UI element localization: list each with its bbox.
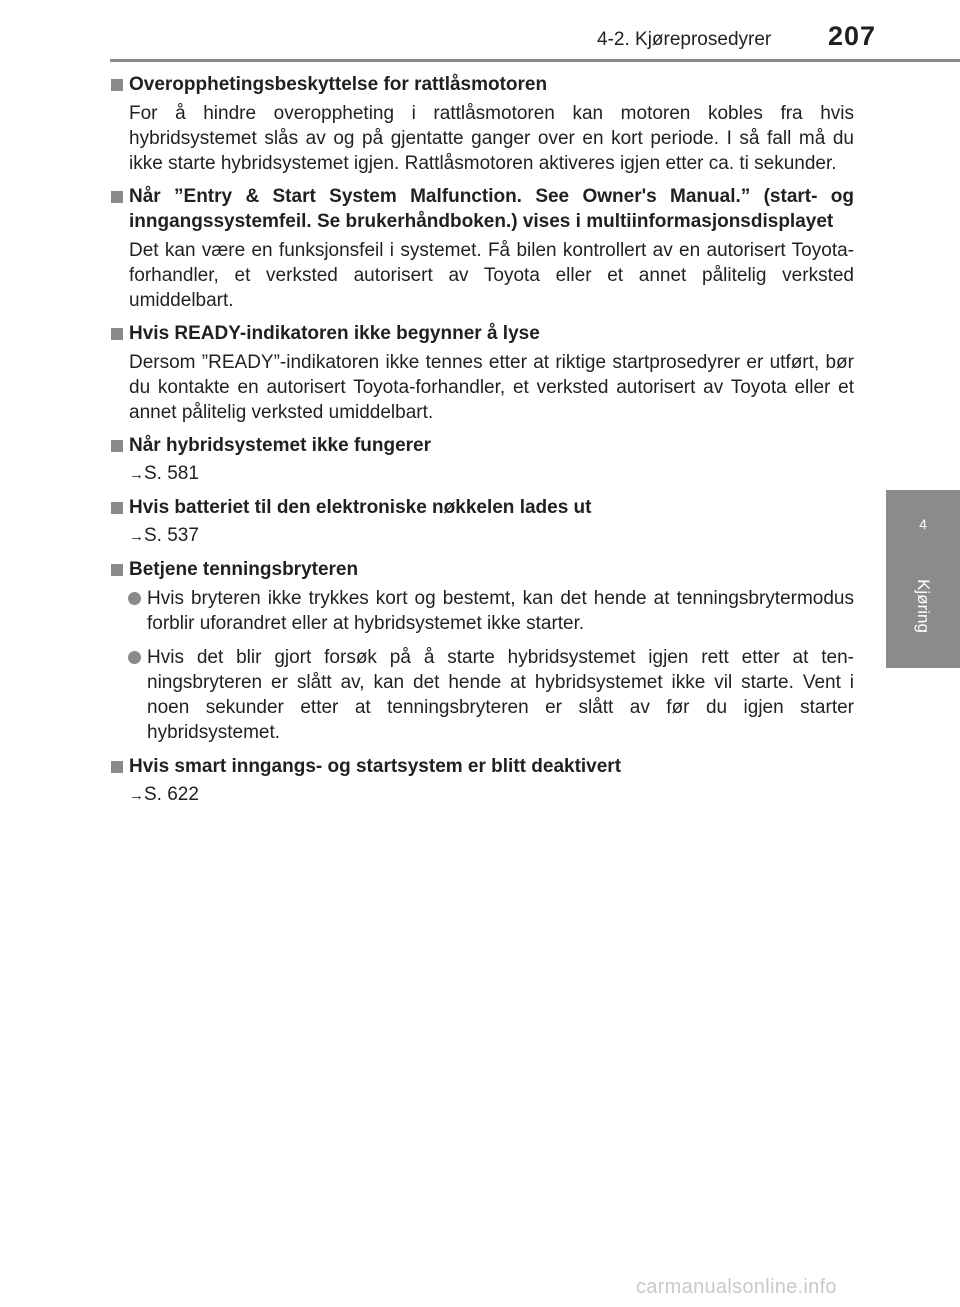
round-bullet-icon [128,592,141,605]
page-reference[interactable]: →S. 581 [129,463,199,484]
header-rule [110,59,960,62]
arrow-right-icon: → [129,466,144,483]
page-reference[interactable]: →S. 537 [129,525,199,546]
section-heading: Betjene tenningsbryteren [110,557,854,582]
page-reference[interactable]: →S. 622 [129,784,199,805]
arrow-right-icon: → [129,528,144,545]
list-item: Hvis det blir gjort forsøk på å starte hybridsystemet igjen rett etter at tenningsbryteren er slått av, kan det hende at hybridsystemet ikke vil starte. Vent i noen sekunder etter at tenningsbryteren er slått av før du igjen starter hybridsystemet. [110,645,854,745]
section-body: Dersom ”READY”-indikatoren ikke tennes etter at riktige startprosedyrer er utført, bør du kontakte en autorisert Toyota-forhandler, et verksted autorisert av Toyota eller et annet pålitelig verksted umiddelbart. [129,352,854,423]
round-bullet-icon [128,651,141,664]
page-header [0,0,960,62]
section-heading: Når ”Entry & Start System Malfunction. See Owner's Manual.” (start- og inngangssystemfeil. Se brukerhåndboken.) vises i multiinformasjonsdisplayet [110,184,854,234]
section-heading: Overopphetingsbeskyttelse for rattlåsmotoren [110,72,854,97]
square-bullet-icon [111,79,123,91]
section-ready-indicator [110,321,854,425]
side-tab-number: 4 [919,516,927,532]
arrow-right-icon: → [129,787,144,804]
section-steering-lock-overheat [110,72,854,176]
side-tab-label: Kjøring [914,579,933,633]
square-bullet-icon [111,564,123,576]
section-ignition-switch [110,557,854,745]
page-content [110,72,854,816]
square-bullet-icon [111,502,123,514]
square-bullet-icon [111,761,123,773]
section-heading: Hvis batteriet til den elektroniske nøkkelen lades ut [110,495,854,520]
section-key-battery [110,495,854,549]
list-item: Hvis bryteren ikke trykkes kort og bestemt, kan det hende at tenningsbrytermodus forblir uforandret eller at hybridsystemet ikke starter. [110,586,854,636]
section-hybrid-not-working [110,433,854,487]
watermark: carmanualsonline.info [636,1276,837,1298]
chapter-side-tab [886,490,960,668]
square-bullet-icon [111,440,123,452]
section-body: Det kan være en funksjonsfeil i systemet. Få bilen kontrollert av en autorisert Toyota-forhandler, et verksted autorisert av Toyota eller et annet pålitelig verksted umiddelbart. [129,240,854,311]
section-smart-entry-disabled [110,754,854,808]
section-heading: Hvis smart inngangs- og startsystem er blitt deaktivert [110,754,854,779]
section-system-malfunction [110,184,854,313]
page-number: 207 [828,21,877,51]
section-heading: Hvis READY-indikatoren ikke begynner å lyse [110,321,854,346]
chapter-title: 4-2. Kjøreprosedyrer [597,29,772,50]
section-body: For å hindre overoppheting i rattlåsmotoren kan motoren kobles fra hvis hybridsystemet slås av og på gjentatte ganger over en kort periode. I så fall må du ikke starte hybridsystemet igjen. Rattlåsmotoren aktiveres igjen etter ca. ti sekunder. [129,103,854,174]
square-bullet-icon [111,191,123,203]
square-bullet-icon [111,328,123,340]
section-heading: Når hybridsystemet ikke fungerer [110,433,854,458]
